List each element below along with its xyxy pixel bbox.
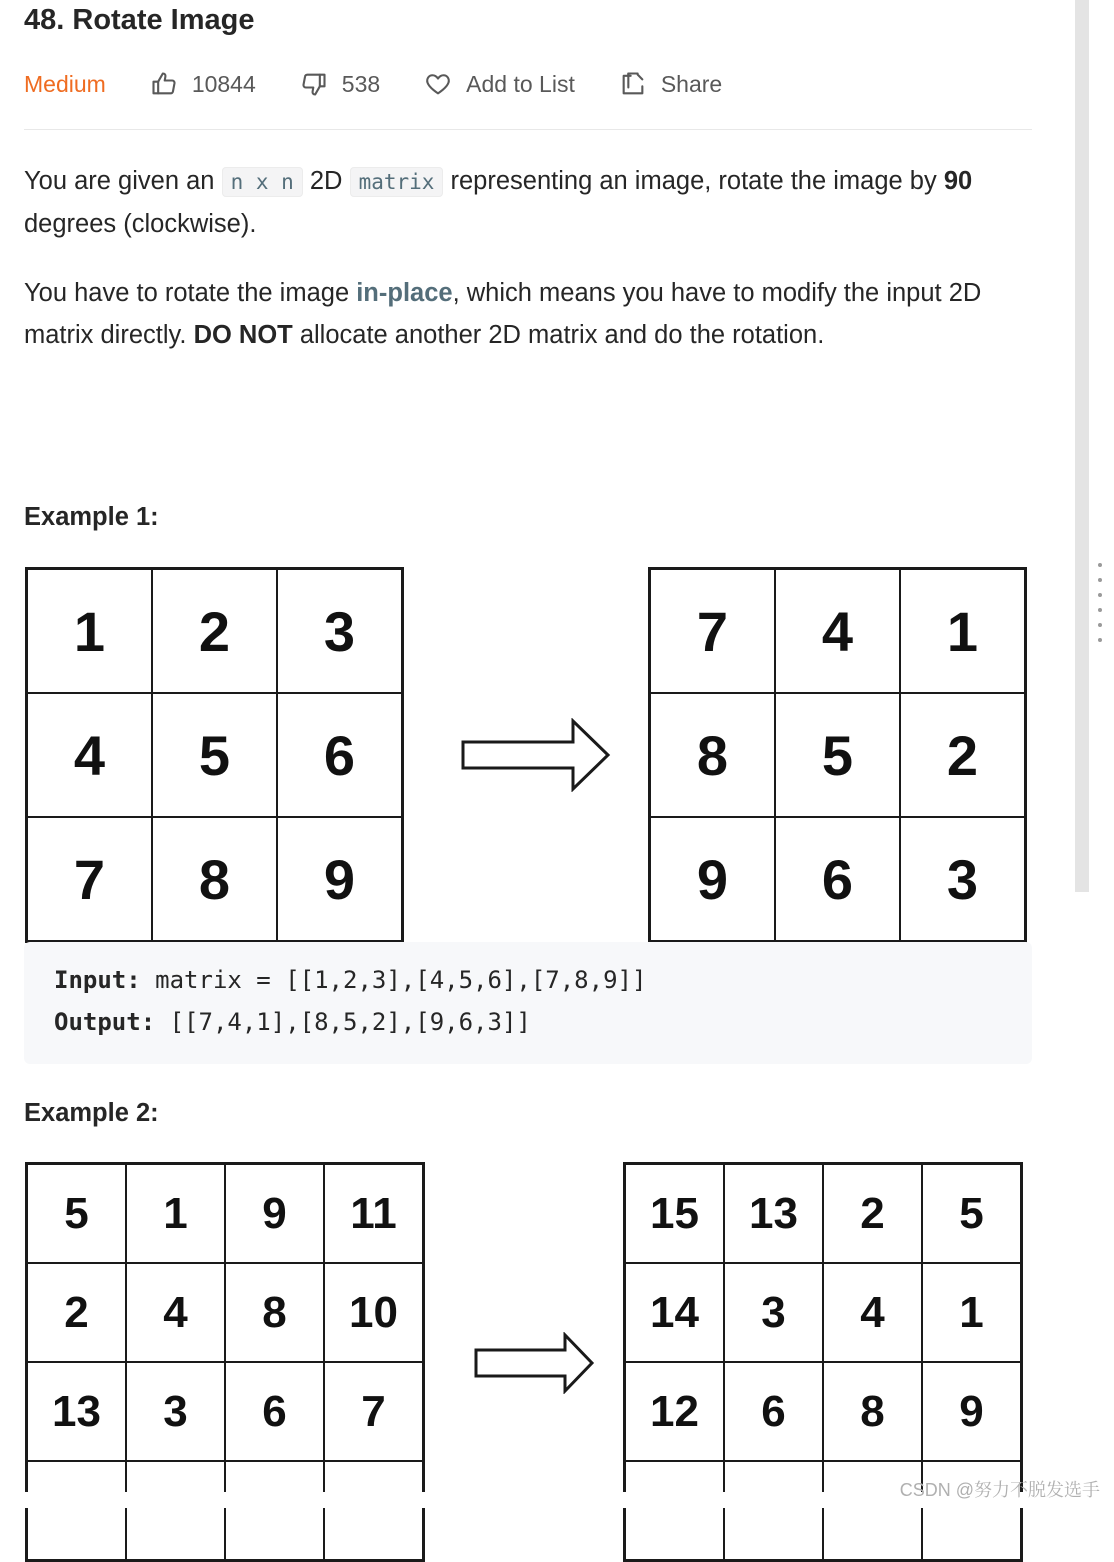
matrix-cell: 15 [625, 1164, 725, 1264]
matrix-cell: 8 [225, 1263, 324, 1362]
in-place-link[interactable]: in-place [356, 279, 453, 307]
matrix-cell: 8 [650, 693, 776, 817]
matrix-row [625, 1164, 1022, 1264]
inline-code-n-x-n: n x n [222, 167, 303, 197]
like-count: 10844 [191, 70, 256, 97]
matrix-row [27, 817, 403, 942]
matrix-cell: 3 [277, 569, 403, 694]
share-icon [619, 70, 647, 98]
example-1-code-block [24, 942, 1032, 1064]
matrix-cell: 13 [724, 1164, 823, 1264]
right-arrow-icon [473, 1332, 595, 1394]
example-1-input-line: Input: matrix = [[1,2,3],[4,5,6],[7,8,9]] [54, 966, 647, 994]
matrix-cell: 13 [27, 1362, 127, 1461]
matrix-cell: 14 [625, 1263, 725, 1362]
share-label: Share [660, 70, 723, 97]
matrix-row [27, 1461, 424, 1561]
description-paragraph-2: You have to rotate the image in-place, which means you have to modify the input 2D matrix directly. DO NOT allocate another 2D matrix and do the rotation. [24, 279, 982, 349]
dislike-count: 538 [341, 70, 381, 97]
matrix-cell: 9 [650, 817, 776, 942]
matrix-cell [126, 1461, 225, 1561]
matrix-cell: 4 [775, 569, 900, 694]
matrix-cell: 2 [152, 569, 277, 694]
matrix-cell: 4 [823, 1263, 922, 1362]
matrix-cell: 2 [27, 1263, 127, 1362]
matrix-cell: 11 [324, 1164, 424, 1264]
add-to-list-button[interactable] [424, 70, 575, 98]
example-1-output-matrix-image [648, 567, 1027, 943]
matrix-cell: 7 [324, 1362, 424, 1461]
matrix-cell: 3 [126, 1362, 225, 1461]
matrix-row [650, 569, 1026, 694]
example-1-title: Example 1: [24, 503, 159, 531]
example-2-title: Example 2: [24, 1099, 159, 1127]
matrix-row [27, 1263, 424, 1362]
matrix-cell: 12 [625, 1362, 725, 1461]
matrix-cell: 9 [922, 1362, 1022, 1461]
matrix-cell: 1 [922, 1263, 1022, 1362]
matrix-cell: 6 [225, 1362, 324, 1461]
matrix-cell: 1 [27, 569, 153, 694]
matrix-cell [324, 1461, 424, 1561]
example-1-input-matrix-image [25, 567, 404, 943]
matrix-cell: 6 [277, 693, 403, 817]
matrix-cell: 9 [277, 817, 403, 942]
description-paragraph-1: You are given an n x n 2D matrix representing an image, rotate the image by 90 degrees (clockwise). [24, 167, 973, 238]
matrix-cell: 4 [126, 1263, 225, 1362]
page-title: 48. Rotate Image [24, 4, 255, 36]
matrix-cell [625, 1461, 725, 1561]
matrix-cell: 8 [152, 817, 277, 942]
matrix-cell: 8 [823, 1362, 922, 1461]
matrix-cell: 4 [27, 693, 153, 817]
matrix-cell: 3 [724, 1263, 823, 1362]
matrix-cell: 2 [900, 693, 1026, 817]
matrix-cell: 6 [775, 817, 900, 942]
matrix-cell: 10 [324, 1263, 424, 1362]
matrix-cell [27, 1461, 127, 1561]
matrix-row [650, 817, 1026, 942]
matrix-row [27, 1362, 424, 1461]
matrix-cell: 5 [775, 693, 900, 817]
divider [24, 129, 1032, 130]
example-1-output-line: Output: [[7,4,1],[8,5,2],[9,6,3]] [54, 1008, 531, 1036]
matrix-row [27, 569, 403, 694]
matrix-cell [724, 1461, 823, 1561]
matrix-cell: 1 [126, 1164, 225, 1264]
right-arrow-icon [460, 718, 612, 792]
matrix-row [650, 693, 1026, 817]
thumbs-up-icon [150, 70, 178, 98]
matrix-row [27, 1164, 424, 1264]
matrix-cell: 7 [650, 569, 776, 694]
matrix-cell: 6 [724, 1362, 823, 1461]
matrix-cell: 5 [922, 1164, 1022, 1264]
matrix-row [625, 1263, 1022, 1362]
matrix-cell: 2 [823, 1164, 922, 1264]
watermark: CSDN @努力不脱发选手 [899, 1480, 1100, 1500]
matrix-cell: 7 [27, 817, 153, 942]
matrix-row [27, 693, 403, 817]
matrix-cell: 9 [225, 1164, 324, 1264]
difficulty-badge: Medium [24, 70, 106, 97]
matrix-cell: 5 [152, 693, 277, 817]
vertical-scrollbar[interactable] [1075, 0, 1089, 892]
matrix-cell: 5 [27, 1164, 127, 1264]
problem-meta-bar [24, 64, 766, 104]
like-button[interactable] [150, 70, 256, 98]
inline-code-matrix: matrix [350, 167, 444, 197]
matrix-cell: 3 [900, 817, 1026, 942]
share-button[interactable] [619, 70, 722, 98]
dislike-button[interactable] [300, 70, 380, 98]
heart-icon [424, 70, 452, 98]
resize-handle[interactable] [1098, 563, 1106, 653]
add-to-list-label: Add to List [466, 70, 575, 97]
matrix-cell: 1 [900, 569, 1026, 694]
matrix-cell [225, 1461, 324, 1561]
matrix-row [625, 1362, 1022, 1461]
thumbs-down-icon [300, 70, 328, 98]
